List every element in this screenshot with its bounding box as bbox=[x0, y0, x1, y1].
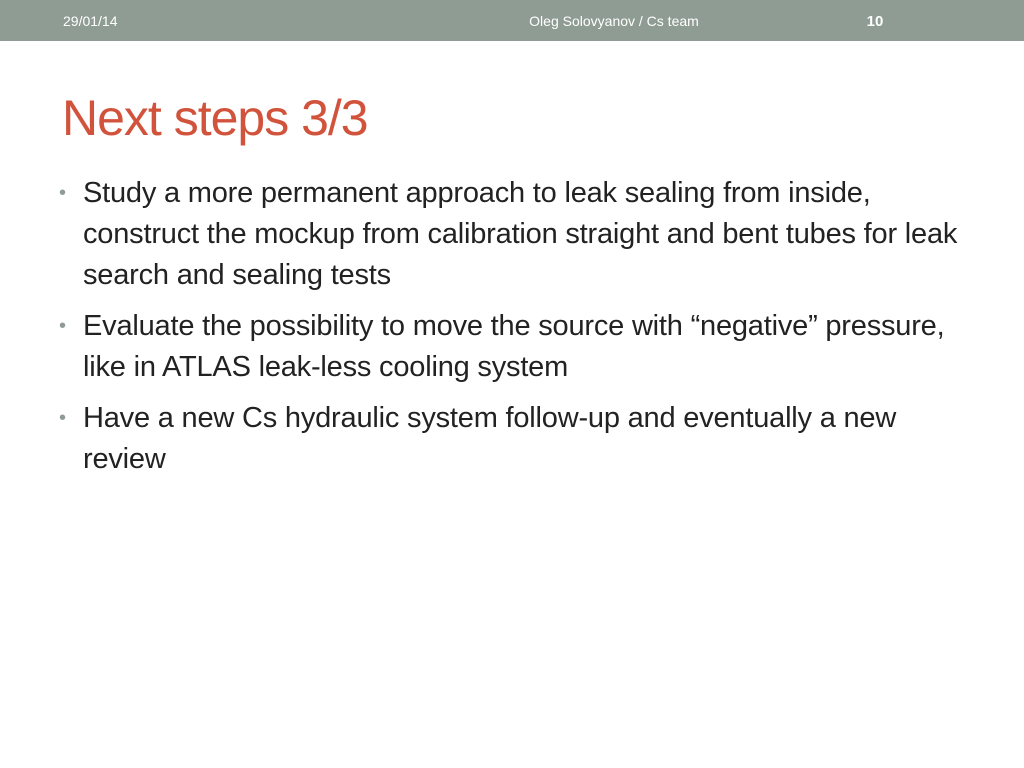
slide-author: Oleg Solovyanov / Cs team bbox=[529, 13, 699, 29]
bullet-item bbox=[58, 398, 978, 480]
slide-title: Next steps 3/3 bbox=[62, 90, 368, 146]
bullet-text: Have a new Cs hydraulic system follow-up and eventually a new review bbox=[83, 402, 897, 475]
bullet-icon: • bbox=[59, 315, 66, 337]
bullet-icon: • bbox=[59, 407, 66, 429]
slide-date: 29/01/14 bbox=[63, 13, 118, 29]
bullet-icon: • bbox=[59, 182, 66, 204]
bullet-item bbox=[58, 306, 978, 388]
slide-page-number: 10 bbox=[866, 13, 884, 30]
bullet-text: Evaluate the possibility to move the source with “negative” pressure, like in ATLAS leak-less cooling system bbox=[83, 310, 945, 383]
bullet-item bbox=[58, 173, 978, 296]
bullet-list bbox=[58, 173, 978, 490]
bullet-text: Study a more permanent approach to leak sealing from inside, construct the mockup from calibration straight and bent tubes for leak search and sealing tests bbox=[83, 177, 958, 291]
header-bar bbox=[0, 0, 1024, 41]
